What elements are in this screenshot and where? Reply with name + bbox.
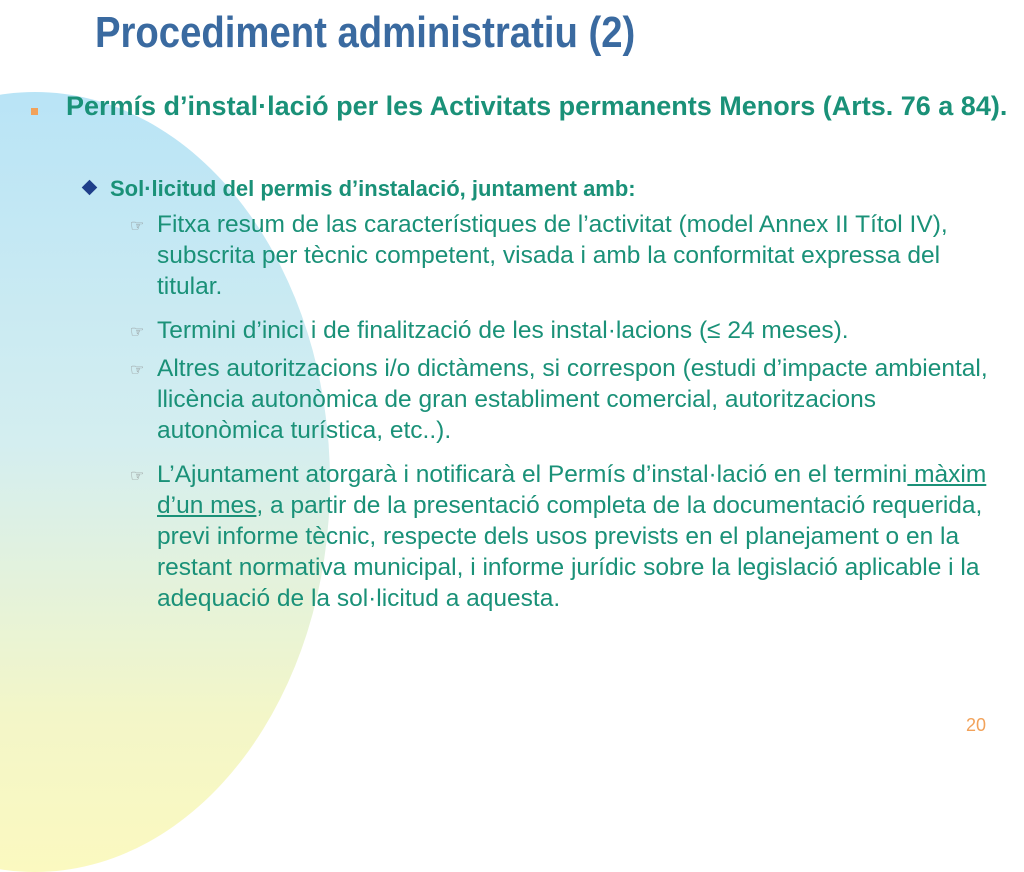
page-number: 20 — [966, 715, 987, 735]
slide-title: Procediment administratiu (2) — [95, 8, 636, 57]
list-item: Fitxa resum de las característiques de l’activitat (model Annex II Títol IV), subscrita per tècnic competent, visada i amb la conformitat expressa del titular. — [157, 211, 948, 300]
hand-pointer-icon: ☞ — [130, 218, 145, 235]
item-text-underlined: màxim d’un mes — [157, 461, 987, 519]
hand-pointer-icon: ☞ — [130, 468, 145, 485]
diamond-bullet-icon — [82, 180, 98, 196]
list-item — [157, 459, 1007, 614]
list-item: Altres autoritzacions i/o dictàmens, si correspon (estudi d’impacte ambiental, llicència autonòmica de gran establiment comercial, autoritzacions autonòmica turística, etc..). — [157, 355, 988, 444]
list-item: Termini d’inici i de finalització de les instal·lacions (≤ 24 meses). — [157, 317, 849, 344]
square-bullet-icon — [31, 108, 38, 115]
item-text-start: L’Ajuntament atorgarà i notificarà el Permís d’instal·lació en el termini — [157, 461, 908, 488]
item-text-end: , a partir de la presentació completa de la documentació requerida, previ informe tècnic, respecte dels usos prevists en el planejament o en la restant normativa municipal, i informe jurídic sobre la legislació aplicable i la adequació de la sol·licitud a aquesta. — [157, 492, 983, 612]
hand-pointer-icon: ☞ — [130, 362, 145, 379]
bullet-level2-text: Sol·licitud del permis d’instalació, juntament amb: — [110, 176, 636, 201]
bullet-level1-text: Permís d’instal·lació per les Activitats permanents Menors (Arts. 76 a 84). — [66, 91, 1008, 121]
hand-pointer-icon: ☞ — [130, 324, 145, 341]
